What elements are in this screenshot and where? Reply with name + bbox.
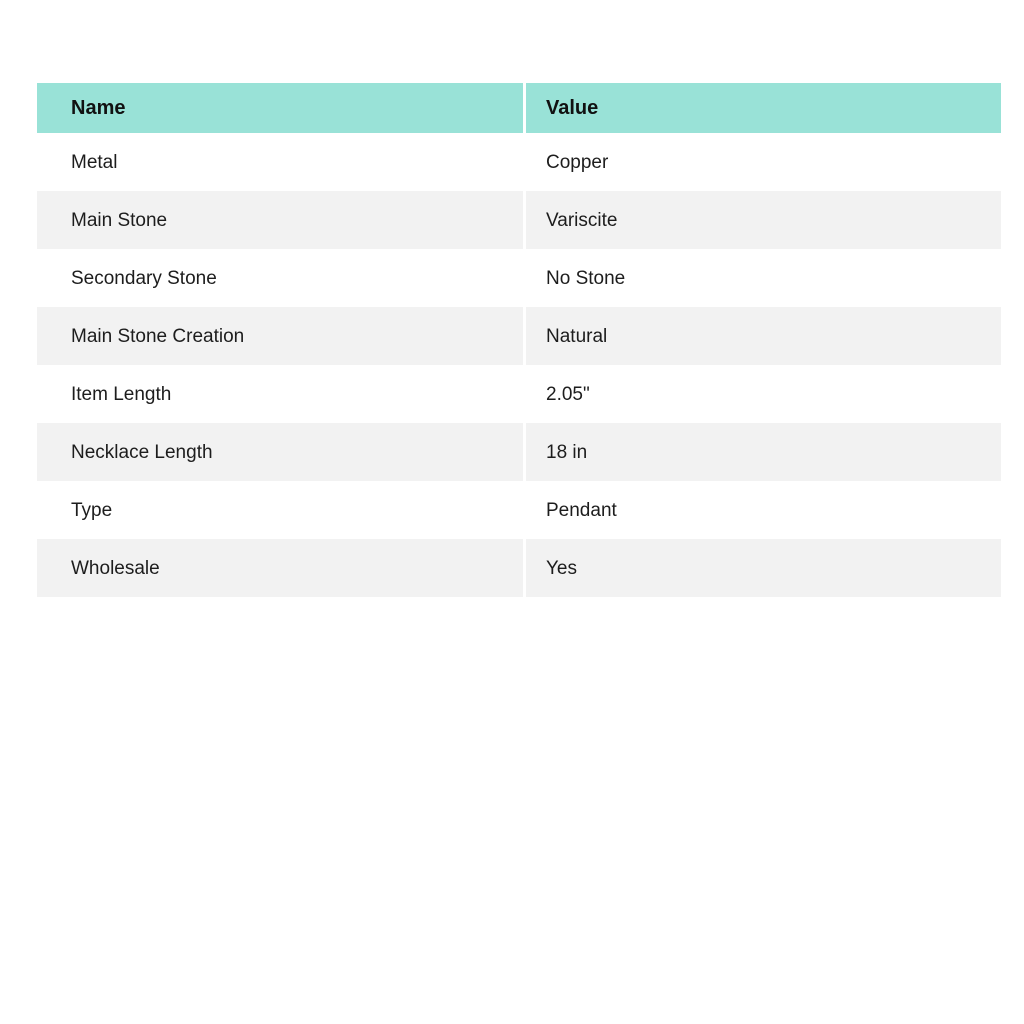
table-row: [37, 539, 1001, 597]
table-row: [37, 133, 1001, 191]
table-row: [37, 481, 1001, 539]
attribute-value-cell: 18 in: [526, 423, 1001, 481]
attribute-name-cell: Type: [37, 481, 523, 539]
attribute-value-cell: No Stone: [526, 249, 1001, 307]
attribute-value-cell: Natural: [526, 307, 1001, 365]
attribute-value-cell: Yes: [526, 539, 1001, 597]
table-row: [37, 423, 1001, 481]
attribute-name-cell: Wholesale: [37, 539, 523, 597]
attribute-value-cell: 2.05": [526, 365, 1001, 423]
attribute-value-cell: Copper: [526, 133, 1001, 191]
attribute-value-cell: Pendant: [526, 481, 1001, 539]
attribute-table: [37, 83, 1001, 597]
table-row: [37, 249, 1001, 307]
attribute-name-cell: Item Length: [37, 365, 523, 423]
attribute-name-cell: Metal: [37, 133, 523, 191]
attribute-name-cell: Necklace Length: [37, 423, 523, 481]
column-header-value: Value: [526, 83, 1001, 133]
table-row: [37, 191, 1001, 249]
table-body: [37, 133, 1001, 597]
column-header-name: Name: [37, 83, 523, 133]
table-header-row: [37, 83, 1001, 133]
attribute-name-cell: Main Stone Creation: [37, 307, 523, 365]
table-row: [37, 307, 1001, 365]
attribute-name-cell: Secondary Stone: [37, 249, 523, 307]
table-row: [37, 365, 1001, 423]
attribute-value-cell: Variscite: [526, 191, 1001, 249]
attribute-name-cell: Main Stone: [37, 191, 523, 249]
